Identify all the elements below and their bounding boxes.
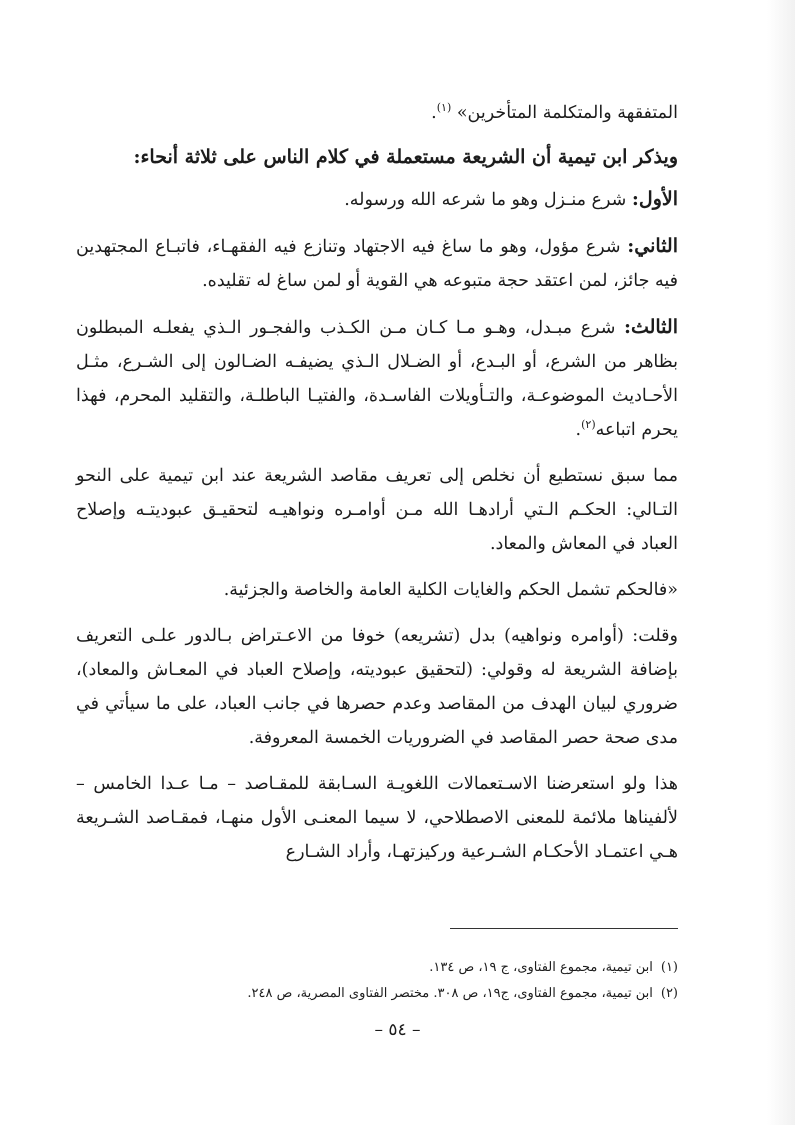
- footnote-number: (٢): [660, 986, 678, 1001]
- paragraph-definition: مما سبق نستطيع أن نخلص إلى تعريف مقاصد الشريعة عند ابن تيمية على النحو التـالي: الحكـم الـتي أرادهـا الله مـن أوامـره ونواهيـه لتحقيـق عبوديتـه وإصلاح العباد في المعاش والمعاد.: [76, 466, 678, 554]
- footnote-item: [76, 955, 678, 981]
- item-label: الأول:: [631, 188, 678, 210]
- page-edge-shadow: [767, 0, 795, 1125]
- footnote-divider: [450, 928, 678, 929]
- page-number: – ٥٤ –: [374, 1020, 421, 1040]
- footnotes: [76, 955, 678, 1007]
- paragraph-text: شرع منـزل وهو ما شرعه الله ورسوله.: [344, 190, 632, 210]
- item-label: الثالث:: [623, 316, 678, 338]
- paragraph-third-type: [76, 310, 678, 447]
- paragraph-text: شرع مؤول، وهو ما ساغ فيه الاجتهاد وتنازع فيه الفقهـاء، فاتبـاع المجتهدين فيه جائز، لمن اعتقد حجة متبوعه هي القوية أو لمن ساغ له تقليده.: [76, 237, 678, 291]
- item-label: الثاني:: [627, 235, 678, 257]
- paragraph-linguistic: هذا ولو استعرضنا الاسـتعمالات اللغويـة السـابقة للمقـاصد – مـا عـدا الخامس – لألفيناها ملائمة للمعنى الاصطلاحي، لا سيما المعنـى الأول منهـا، فمقـاصد الشـريعة هـي اعتمـاد الأحكـام الشـرعية وركيزتهـا، وأراد الشـارع: [76, 774, 678, 862]
- footnote-number: (١): [660, 960, 678, 975]
- paragraph-text: المتفقهة والمتكلمة المتأخرين»: [456, 103, 678, 123]
- section-heading: ويذكر ابن تيمية أن الشريعة مستعملة في كلام الناس على ثلاثة أنحاء:: [133, 146, 678, 168]
- main-text: [76, 96, 678, 881]
- paragraph-quote-end: [76, 96, 678, 130]
- footnote-text: ابن تيمية، مجموع الفتاوى، ج ١٩، ص ١٣٤.: [429, 960, 653, 975]
- paragraph-explanation: وقلت: (أوامره ونواهيه) بدل (تشريعه) خوفا من الاعـتراض بـالدور علـى التعريف بإضافة الشريعة له وقولي: (لتحقيق عبوديته، وإصلاح العباد في المعـاش والمعاد)، ضروري لبيان الهدف من المقاصد وعدم حصرها في جانب العباد، على ما سيأتي في مدى صحة حصر المقاصد في الضروريات الخمسة المعروفة.: [76, 626, 678, 748]
- paragraph-end-mark: .: [431, 103, 437, 123]
- paragraph-wisdom: «فالحكم تشمل الحكم والغايات الكلية العامة والخاصة والجزئية.: [223, 580, 678, 600]
- paragraph-first-type: [76, 182, 678, 217]
- paragraph-second-type: [76, 229, 678, 298]
- footnote-ref-1: (١): [436, 101, 452, 115]
- footnote-ref-2: (٢): [581, 418, 596, 432]
- paragraph-text: شرع مبـدل، وهـو مـا كـان مـن الكـذب والفجـور الـذي يفعلـه المبطلون بظاهر من الشرع، أو البـدع، أو الضـلال الـذي يضيفـه الضـالون إلى الشـرع، مثـل الأحـاديث الموضوعـة، والتـأويلات الفاسـدة، والفتيـا الباطلـة، والتقليد المحرم، فهذا يحرم اتباعه: [76, 318, 678, 440]
- footnote-text: ابن تيمية، مجموع الفتاوى، ج١٩، ص ٣٠٨. مختصر الفتاوى المصرية، ص ٢٤٨.: [247, 986, 653, 1001]
- paragraph-end-mark: .: [575, 420, 582, 440]
- footnote-item: [76, 981, 678, 1007]
